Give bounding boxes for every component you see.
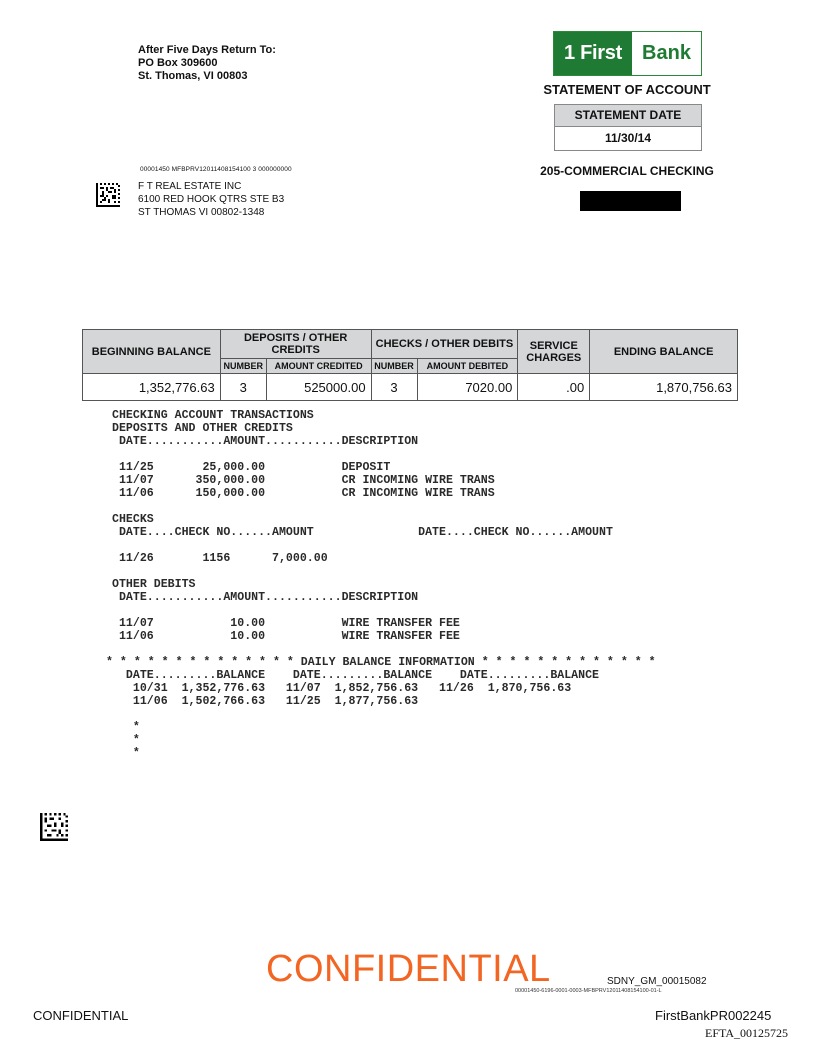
mail-barcode-text: 00001450 MFBPRV12011408154100 3 000000000: [140, 166, 292, 173]
bank-logo: [553, 31, 702, 76]
end-mark: *: [112, 734, 140, 747]
daily-balance-row: 10/31 1,352,776.63 11/07 1,852,756.63 11/26 1,870,756.63: [112, 682, 572, 695]
daily-balance-row: 11/06 1,502,766.63 11/25 1,877,756.63: [112, 695, 419, 708]
other-debits-column-header: DATE...........AMOUNT...........DESCRIPTION: [112, 591, 419, 604]
daily-balance-title: * * * * * * * * * * * * * * DAILY BALANCE INFORMATION * * * * * * * * * * * * *: [106, 656, 656, 669]
statement-date-box: [554, 104, 702, 151]
deposit-row: 11/07 350,000.00 CR INCOMING WIRE TRANS: [112, 474, 495, 487]
other-debit-row: 11/07 10.00 WIRE TRANSFER FEE: [112, 617, 460, 630]
transaction-listing: [106, 409, 656, 760]
confidential-stamp: CONFIDENTIAL: [266, 948, 551, 990]
service-charges-header: SERVICE CHARGES: [518, 330, 590, 374]
amount-credited-header: AMOUNT CREDITED: [266, 359, 371, 374]
summary-values-row: [83, 374, 738, 401]
confidential-label: CONFIDENTIAL: [33, 1008, 129, 1023]
debit-number-header: NUMBER: [371, 359, 417, 374]
deposit-count-value: 3: [220, 374, 266, 401]
checks-column-header: DATE....CHECK NO......AMOUNT DATE....CHECK NO......AMOUNT: [112, 526, 613, 539]
checks-title: CHECKS: [112, 513, 154, 526]
amount-credited-value: 525000.00: [266, 374, 371, 401]
return-address-line: St. Thomas, VI 00803: [138, 70, 248, 82]
mailing-line: ST THOMAS VI 00802-1348: [138, 207, 265, 218]
other-debit-row: 11/06 10.00 WIRE TRANSFER FEE: [112, 630, 460, 643]
mailing-line: 6100 RED HOOK QTRS STE B3: [138, 194, 285, 205]
deposit-row: 11/06 150,000.00 CR INCOMING WIRE TRANS: [112, 487, 495, 500]
redaction-box: [580, 191, 681, 211]
ending-balance-header: ENDING BALANCE: [590, 330, 738, 374]
logo-bank: Bank: [632, 32, 701, 75]
mailing-address: [138, 180, 284, 219]
sdny-bates-number: SDNY_GM_00015082: [607, 976, 707, 987]
beginning-balance-header: BEGINNING BALANCE: [83, 330, 221, 374]
bates-number: FirstBankPR002245: [655, 1008, 772, 1023]
statement-date-label: STATEMENT DATE: [555, 105, 701, 127]
ending-balance-value: 1,870,756.63: [590, 374, 738, 401]
logo-first: 1 First: [554, 32, 632, 75]
efta-number: EFTA_00125725: [705, 1026, 789, 1040]
service-charges-value: .00: [518, 374, 590, 401]
deposits-title: DEPOSITS AND OTHER CREDITS: [112, 422, 293, 435]
datamatrix-code-icon: [40, 813, 68, 841]
checks-header: CHECKS / OTHER DEBITS: [371, 330, 518, 359]
debit-count-value: 3: [371, 374, 417, 401]
datamatrix-code-icon: [96, 183, 120, 207]
mailing-line: F T REAL ESTATE INC: [138, 181, 242, 192]
beginning-balance-value: 1,352,776.63: [83, 374, 221, 401]
other-debits-title: OTHER DEBITS: [112, 578, 196, 591]
check-row: 11/26 1156 7,000.00: [112, 552, 328, 565]
deposit-row: 11/25 25,000.00 DEPOSIT: [112, 461, 391, 474]
end-mark: *: [112, 721, 140, 734]
return-address-line: PO Box 309600: [138, 57, 218, 69]
document-code: 00001450-6196-0001-0003-MFBPRV12011408154100-01-L: [515, 988, 662, 994]
amount-debited-header: AMOUNT DEBITED: [417, 359, 518, 374]
deposits-header: DEPOSITS / OTHER CREDITS: [220, 330, 371, 359]
end-mark: *: [112, 747, 140, 760]
deposit-number-header: NUMBER: [220, 359, 266, 374]
daily-balance-column-header: DATE.........BALANCE DATE.........BALANCE DATE.........BALANCE: [112, 669, 600, 682]
statement-date-value: 11/30/14: [604, 131, 652, 145]
return-address-line: After Five Days Return To:: [138, 44, 276, 56]
account-summary-table: [82, 329, 738, 401]
return-address: [138, 44, 276, 83]
statement-title: STATEMENT OF ACCOUNT: [543, 82, 711, 97]
account-type: 205-COMMERCIAL CHECKING: [540, 164, 714, 178]
amount-debited-value: 7020.00: [417, 374, 518, 401]
deposits-column-header: DATE...........AMOUNT...........DESCRIPTION: [112, 435, 419, 448]
section-title: CHECKING ACCOUNT TRANSACTIONS: [112, 409, 314, 422]
